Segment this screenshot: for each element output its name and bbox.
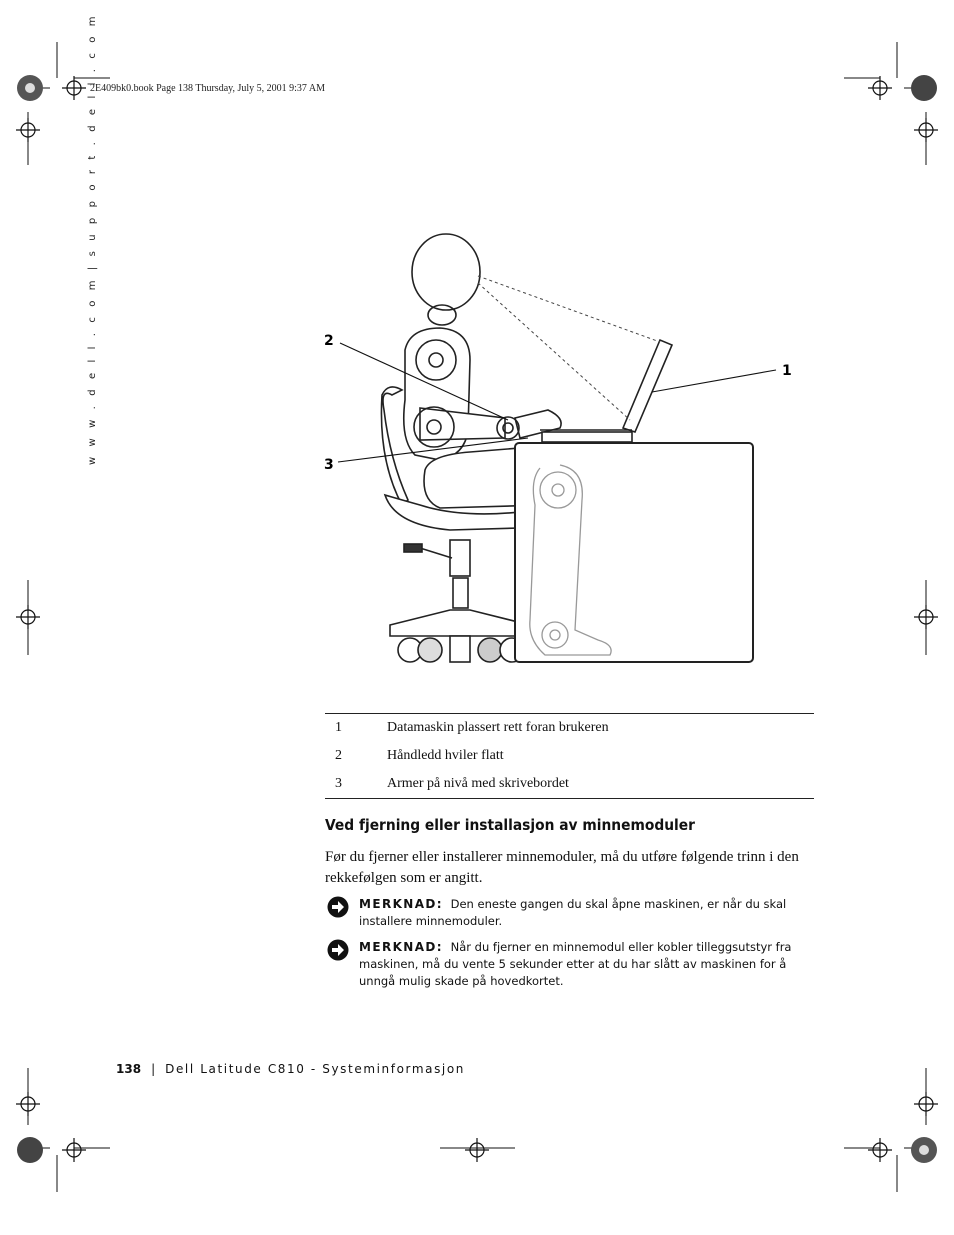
note-block (325, 939, 795, 990)
side-url: w w w . d e l l . c o m | s u p p o r t . d e l l . c o m (87, 12, 98, 465)
footer-title: Dell Latitude C810 - Systeminformasjon (165, 1062, 466, 1076)
leader-line-1 (652, 370, 776, 392)
legend-number: 1 (335, 720, 342, 735)
note-label: MERKNAD: (359, 940, 443, 954)
section-heading: Ved fjerning eller installasjon av minnemoduler (325, 816, 695, 834)
legend-row (325, 742, 814, 770)
footer-separator: | (151, 1062, 156, 1076)
body-paragraph: Før du fjerner eller installerer minnemoduler, må du utføre følgende trinn i den rekkefølgen som er angitt. (325, 849, 799, 886)
legend-row (325, 770, 814, 799)
callout-1: 1 (782, 363, 792, 379)
note-text: Den eneste gangen du skal åpne maskinen, er når du skal installere minnemoduler. (359, 897, 787, 928)
page-footer (116, 1062, 465, 1076)
note-block (325, 896, 795, 930)
legend-number: 3 (335, 776, 342, 791)
laptop-screen (623, 340, 672, 432)
figure-head (412, 234, 480, 310)
legend-text: Armer på nivå med skrivebordet (387, 776, 569, 791)
legend-text: Datamaskin plassert rett foran brukeren (387, 720, 609, 735)
legend-row (325, 714, 814, 743)
note-text: Når du fjerner en minnemodul eller kobler tilleggsutstyr fra maskinen, må du vente 5 sekunder etter at du har slått av maskinen for å unngå mulig skade på hovedkortet. (359, 940, 792, 988)
legend-number: 2 (335, 748, 342, 763)
legend-text: Håndledd hviler flatt (387, 748, 504, 763)
figure-legend-table (325, 713, 814, 799)
page-number: 138 (116, 1062, 142, 1076)
callout-3: 3 (324, 457, 334, 473)
ergonomic-posture-illustration (300, 220, 820, 690)
callout-2: 2 (324, 333, 334, 349)
desk (515, 443, 753, 662)
arrow-right-circle-icon (327, 939, 349, 961)
chair-base (390, 610, 530, 636)
note-label: MERKNAD: (359, 897, 443, 911)
arrow-right-circle-icon (327, 896, 349, 918)
print-header: 2E409bk0.book Page 138 Thursday, July 5, 2001 9:37 AM (90, 83, 325, 94)
